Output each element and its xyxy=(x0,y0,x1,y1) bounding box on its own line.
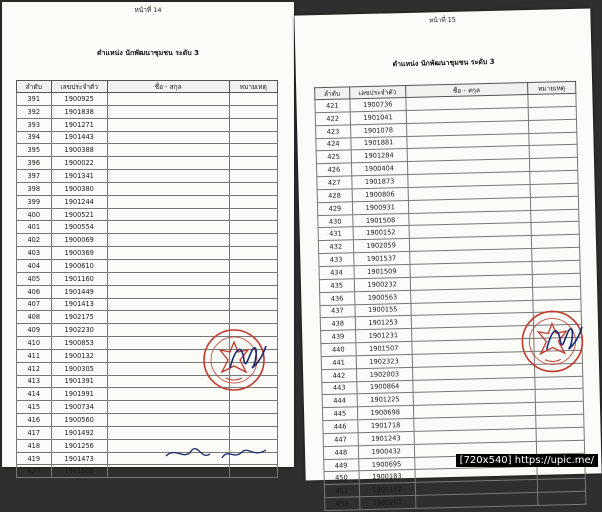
registration-id: 1901243 xyxy=(358,431,415,445)
table-row xyxy=(17,414,278,427)
row-number: 430 xyxy=(318,214,353,228)
remark xyxy=(229,285,278,298)
remark xyxy=(229,170,278,183)
row-number: 438 xyxy=(320,317,355,331)
signature-icon xyxy=(224,338,270,378)
row-number: 431 xyxy=(318,227,353,241)
remark xyxy=(530,196,579,210)
remark xyxy=(229,93,278,106)
registration-id: 1900022 xyxy=(51,157,107,170)
remark xyxy=(532,286,581,300)
row-number: 422 xyxy=(315,112,350,126)
remark xyxy=(229,426,278,439)
remark xyxy=(229,247,278,260)
candidate-name xyxy=(107,247,229,260)
results-table xyxy=(16,80,278,478)
remark xyxy=(229,157,278,170)
candidate-name xyxy=(107,298,229,311)
column-header: ลำดับ xyxy=(315,87,350,100)
registration-id: 1900369 xyxy=(51,247,107,260)
column-header: ลำดับ xyxy=(17,81,52,93)
row-number: 428 xyxy=(317,189,352,203)
registration-id: 1902175 xyxy=(51,311,107,324)
row-number: 439 xyxy=(321,330,356,344)
registration-id: 1901041 xyxy=(350,110,407,124)
row-number: 429 xyxy=(317,202,352,216)
initials-signature-icon xyxy=(162,442,272,464)
row-number: 405 xyxy=(17,272,52,285)
registration-id: 1901271 xyxy=(51,118,107,131)
remark xyxy=(531,247,580,261)
row-number: 404 xyxy=(17,259,52,272)
row-number: 426 xyxy=(316,163,351,177)
row-number: 400 xyxy=(17,208,52,221)
remark xyxy=(229,208,278,221)
remark xyxy=(537,491,586,505)
registration-id: 1900132 xyxy=(51,349,107,362)
registration-id: 1901473 xyxy=(51,452,107,465)
row-number: 451 xyxy=(324,484,359,498)
position-title: ตำแหน่ง นักพัฒนาชุมชน ระดับ 3 xyxy=(96,49,200,57)
candidate-name xyxy=(107,272,229,285)
row-number: 442 xyxy=(322,369,357,383)
registration-id: 1900232 xyxy=(354,277,411,291)
row-number: 425 xyxy=(316,150,351,164)
registration-id: 1900069 xyxy=(51,234,107,247)
row-number: 436 xyxy=(320,291,355,305)
row-number: 416 xyxy=(17,414,52,427)
row-number: 396 xyxy=(17,157,52,170)
registration-id: 1900388 xyxy=(51,144,107,157)
row-number: 440 xyxy=(321,343,356,357)
table-row xyxy=(17,285,278,298)
remark xyxy=(229,272,278,285)
row-number: 395 xyxy=(17,144,52,157)
registration-id: 1901231 xyxy=(355,329,412,343)
table-row xyxy=(17,426,278,439)
row-number: 409 xyxy=(17,324,52,337)
row-number: 447 xyxy=(323,433,358,447)
signature-icon xyxy=(540,319,587,360)
table-row xyxy=(17,259,278,272)
column-header: ชื่อ - สกุล xyxy=(107,81,229,93)
table-row xyxy=(17,195,278,208)
registration-id: 1902003 xyxy=(356,367,413,381)
remark xyxy=(229,465,278,478)
column-header: เลขประจำตัว xyxy=(51,81,107,93)
remark xyxy=(229,131,278,144)
row-number: 417 xyxy=(17,426,52,439)
registration-id: 1901244 xyxy=(51,195,107,208)
registration-id: 1900560 xyxy=(51,414,107,427)
row-number: 415 xyxy=(17,401,52,414)
registration-id: 1901253 xyxy=(355,316,412,330)
registration-id: 1901391 xyxy=(51,375,107,388)
remark xyxy=(536,427,585,441)
row-number: 443 xyxy=(322,381,357,395)
candidate-name xyxy=(107,234,229,247)
document-page-15 xyxy=(294,8,601,508)
remark xyxy=(528,119,577,133)
registration-id: 1901718 xyxy=(357,418,414,432)
remark xyxy=(229,105,278,118)
page-number: หน้าที่ 15 xyxy=(428,15,457,25)
row-number: 398 xyxy=(17,182,52,195)
candidate-name xyxy=(107,182,229,195)
row-number: 421 xyxy=(315,99,350,113)
table-row xyxy=(17,311,278,324)
registration-id: 1901991 xyxy=(51,388,107,401)
candidate-name xyxy=(107,259,229,272)
registration-id: 1901160 xyxy=(51,272,107,285)
table-row xyxy=(17,272,278,285)
remark xyxy=(529,145,578,159)
remark xyxy=(530,183,579,197)
table-row xyxy=(17,105,278,118)
table-row xyxy=(17,234,278,247)
remark xyxy=(531,235,580,249)
remark xyxy=(531,260,580,274)
row-number: 408 xyxy=(17,311,52,324)
candidate-name xyxy=(107,131,229,144)
row-number: 413 xyxy=(17,375,52,388)
registration-id: 1900806 xyxy=(352,187,409,201)
registration-id: 1900853 xyxy=(51,337,107,350)
registration-id: 1900695 xyxy=(358,457,415,471)
table-row xyxy=(17,93,278,106)
remark xyxy=(229,195,278,208)
remark xyxy=(527,93,576,107)
registration-id: 1900610 xyxy=(51,259,107,272)
remark xyxy=(535,401,584,415)
remark xyxy=(229,221,278,234)
row-number: 449 xyxy=(324,458,359,472)
row-number: 448 xyxy=(323,446,358,460)
registration-id: 1901225 xyxy=(357,393,414,407)
remark xyxy=(532,273,581,287)
remark xyxy=(535,389,584,403)
remark xyxy=(229,234,278,247)
registration-id: 1900736 xyxy=(349,97,406,111)
registration-id: 1901078 xyxy=(350,123,407,137)
row-number: 403 xyxy=(17,247,52,260)
registration-id: 1902323 xyxy=(356,354,413,368)
registration-id: 1900563 xyxy=(354,290,411,304)
row-number: 399 xyxy=(17,195,52,208)
registration-id: 1901413 xyxy=(51,298,107,311)
row-number: 394 xyxy=(17,131,52,144)
row-number: 450 xyxy=(324,471,359,485)
candidate-name xyxy=(107,311,229,324)
table-row xyxy=(17,170,278,183)
registration-id: 1900183 xyxy=(359,470,416,484)
row-number: 402 xyxy=(17,234,52,247)
remark xyxy=(229,311,278,324)
row-number: 423 xyxy=(316,125,351,139)
row-number: 444 xyxy=(322,394,357,408)
registration-id: 1901261 xyxy=(359,496,416,510)
candidate-name xyxy=(107,414,229,427)
table-body xyxy=(17,93,278,478)
remark xyxy=(229,401,278,414)
remark xyxy=(529,158,578,172)
remark xyxy=(528,106,577,120)
row-number: 437 xyxy=(320,304,355,318)
registration-id: 1900698 xyxy=(357,406,414,420)
candidate-name xyxy=(107,221,229,234)
candidate-name xyxy=(107,195,229,208)
document-page-14 xyxy=(2,2,294,476)
column-header: หมายเหตุ xyxy=(229,81,278,93)
candidate-name xyxy=(107,144,229,157)
registration-id: 1902059 xyxy=(353,239,410,253)
row-number: 452 xyxy=(325,497,360,511)
remark xyxy=(537,479,586,493)
row-number: 393 xyxy=(17,118,52,131)
column-header: หมายเหตุ xyxy=(527,81,576,94)
candidate-name xyxy=(107,208,229,221)
row-number: 427 xyxy=(317,176,352,190)
table-row xyxy=(17,298,278,311)
remark xyxy=(229,182,278,195)
remark xyxy=(535,414,584,428)
row-number: 441 xyxy=(321,356,356,370)
row-number: 406 xyxy=(17,285,52,298)
row-number: 420 xyxy=(17,465,52,478)
registration-id: 1901256 xyxy=(51,439,107,452)
registration-id: 1901341 xyxy=(51,170,107,183)
registration-id: 1900380 xyxy=(51,182,107,195)
table-row xyxy=(17,131,278,144)
row-number: 407 xyxy=(17,298,52,311)
registration-id: 1901492 xyxy=(51,426,107,439)
registration-id: 1901508 xyxy=(352,213,409,227)
table-row xyxy=(17,118,278,131)
row-number: 446 xyxy=(323,420,358,434)
table-row xyxy=(17,182,278,195)
remark xyxy=(229,144,278,157)
registration-id: 1901537 xyxy=(353,252,410,266)
column-header: เลขประจำตัว xyxy=(349,85,406,98)
row-number: 432 xyxy=(318,240,353,254)
registration-id: 1900432 xyxy=(358,444,415,458)
row-number: 401 xyxy=(17,221,52,234)
table-row xyxy=(17,401,278,414)
remark xyxy=(529,170,578,184)
page-number: หน้าที่ 14 xyxy=(134,6,162,14)
row-number: 391 xyxy=(17,93,52,106)
registration-id: 1900554 xyxy=(51,221,107,234)
candidate-name xyxy=(415,493,537,509)
candidate-name xyxy=(107,170,229,183)
row-number: 414 xyxy=(17,388,52,401)
candidate-name xyxy=(107,157,229,170)
registration-id: 1900305 xyxy=(51,362,107,375)
position-title: ตำแหน่ง นักพัฒนาชุมชน ระดับ 3 xyxy=(392,57,495,69)
table-row xyxy=(17,208,278,221)
registration-id: 1901838 xyxy=(51,105,107,118)
registration-id: 1901443 xyxy=(51,131,107,144)
row-number: 397 xyxy=(17,170,52,183)
column-header: ชื่อ - สกุล xyxy=(405,83,527,98)
row-number: 434 xyxy=(319,266,354,280)
row-number: 424 xyxy=(316,137,351,151)
table-header xyxy=(17,81,278,93)
remark xyxy=(229,298,278,311)
table-row xyxy=(17,157,278,170)
registration-id: 1901606 xyxy=(51,465,107,478)
remark xyxy=(229,118,278,131)
candidate-name xyxy=(107,401,229,414)
row-number: 445 xyxy=(322,407,357,421)
registration-id: 1900864 xyxy=(356,380,413,394)
registration-id: 1900155 xyxy=(354,303,411,317)
row-number: 412 xyxy=(17,362,52,375)
upic-watermark: [720x540] https://upic.me/ xyxy=(456,454,598,467)
row-number: 392 xyxy=(17,105,52,118)
table-row xyxy=(17,465,278,478)
row-number: 419 xyxy=(17,452,52,465)
remark xyxy=(530,222,579,236)
candidate-name xyxy=(107,118,229,131)
candidate-name xyxy=(107,105,229,118)
row-number: 418 xyxy=(17,439,52,452)
registration-id: 1900152 xyxy=(353,226,410,240)
row-number: 435 xyxy=(319,279,354,293)
remark xyxy=(229,259,278,272)
registration-id: 1900734 xyxy=(51,401,107,414)
table-row xyxy=(17,247,278,260)
registration-id: 1902230 xyxy=(51,324,107,337)
row-number: 410 xyxy=(17,337,52,350)
registration-id: 1900404 xyxy=(351,162,408,176)
candidate-name xyxy=(107,465,229,478)
candidate-name xyxy=(107,285,229,298)
registration-id: 1901881 xyxy=(350,136,407,150)
remark xyxy=(528,132,577,146)
candidate-name xyxy=(107,426,229,439)
remark xyxy=(534,376,583,390)
registration-id: 1900925 xyxy=(51,93,107,106)
registration-id: 1901873 xyxy=(351,175,408,189)
registration-id: 1901284 xyxy=(351,149,408,163)
results-table xyxy=(314,81,586,511)
registration-id: 1901449 xyxy=(51,285,107,298)
candidate-name xyxy=(107,93,229,106)
row-number: 411 xyxy=(17,349,52,362)
table-row xyxy=(17,144,278,157)
remark xyxy=(229,414,278,427)
row-number: 433 xyxy=(319,253,354,267)
registration-id: 1901507 xyxy=(355,341,412,355)
remark xyxy=(530,209,579,223)
registration-id: 1901172 xyxy=(359,483,416,497)
registration-id: 1900931 xyxy=(352,200,409,214)
registration-id: 1901509 xyxy=(354,264,411,278)
registration-id: 1900521 xyxy=(51,208,107,221)
table-row xyxy=(17,221,278,234)
